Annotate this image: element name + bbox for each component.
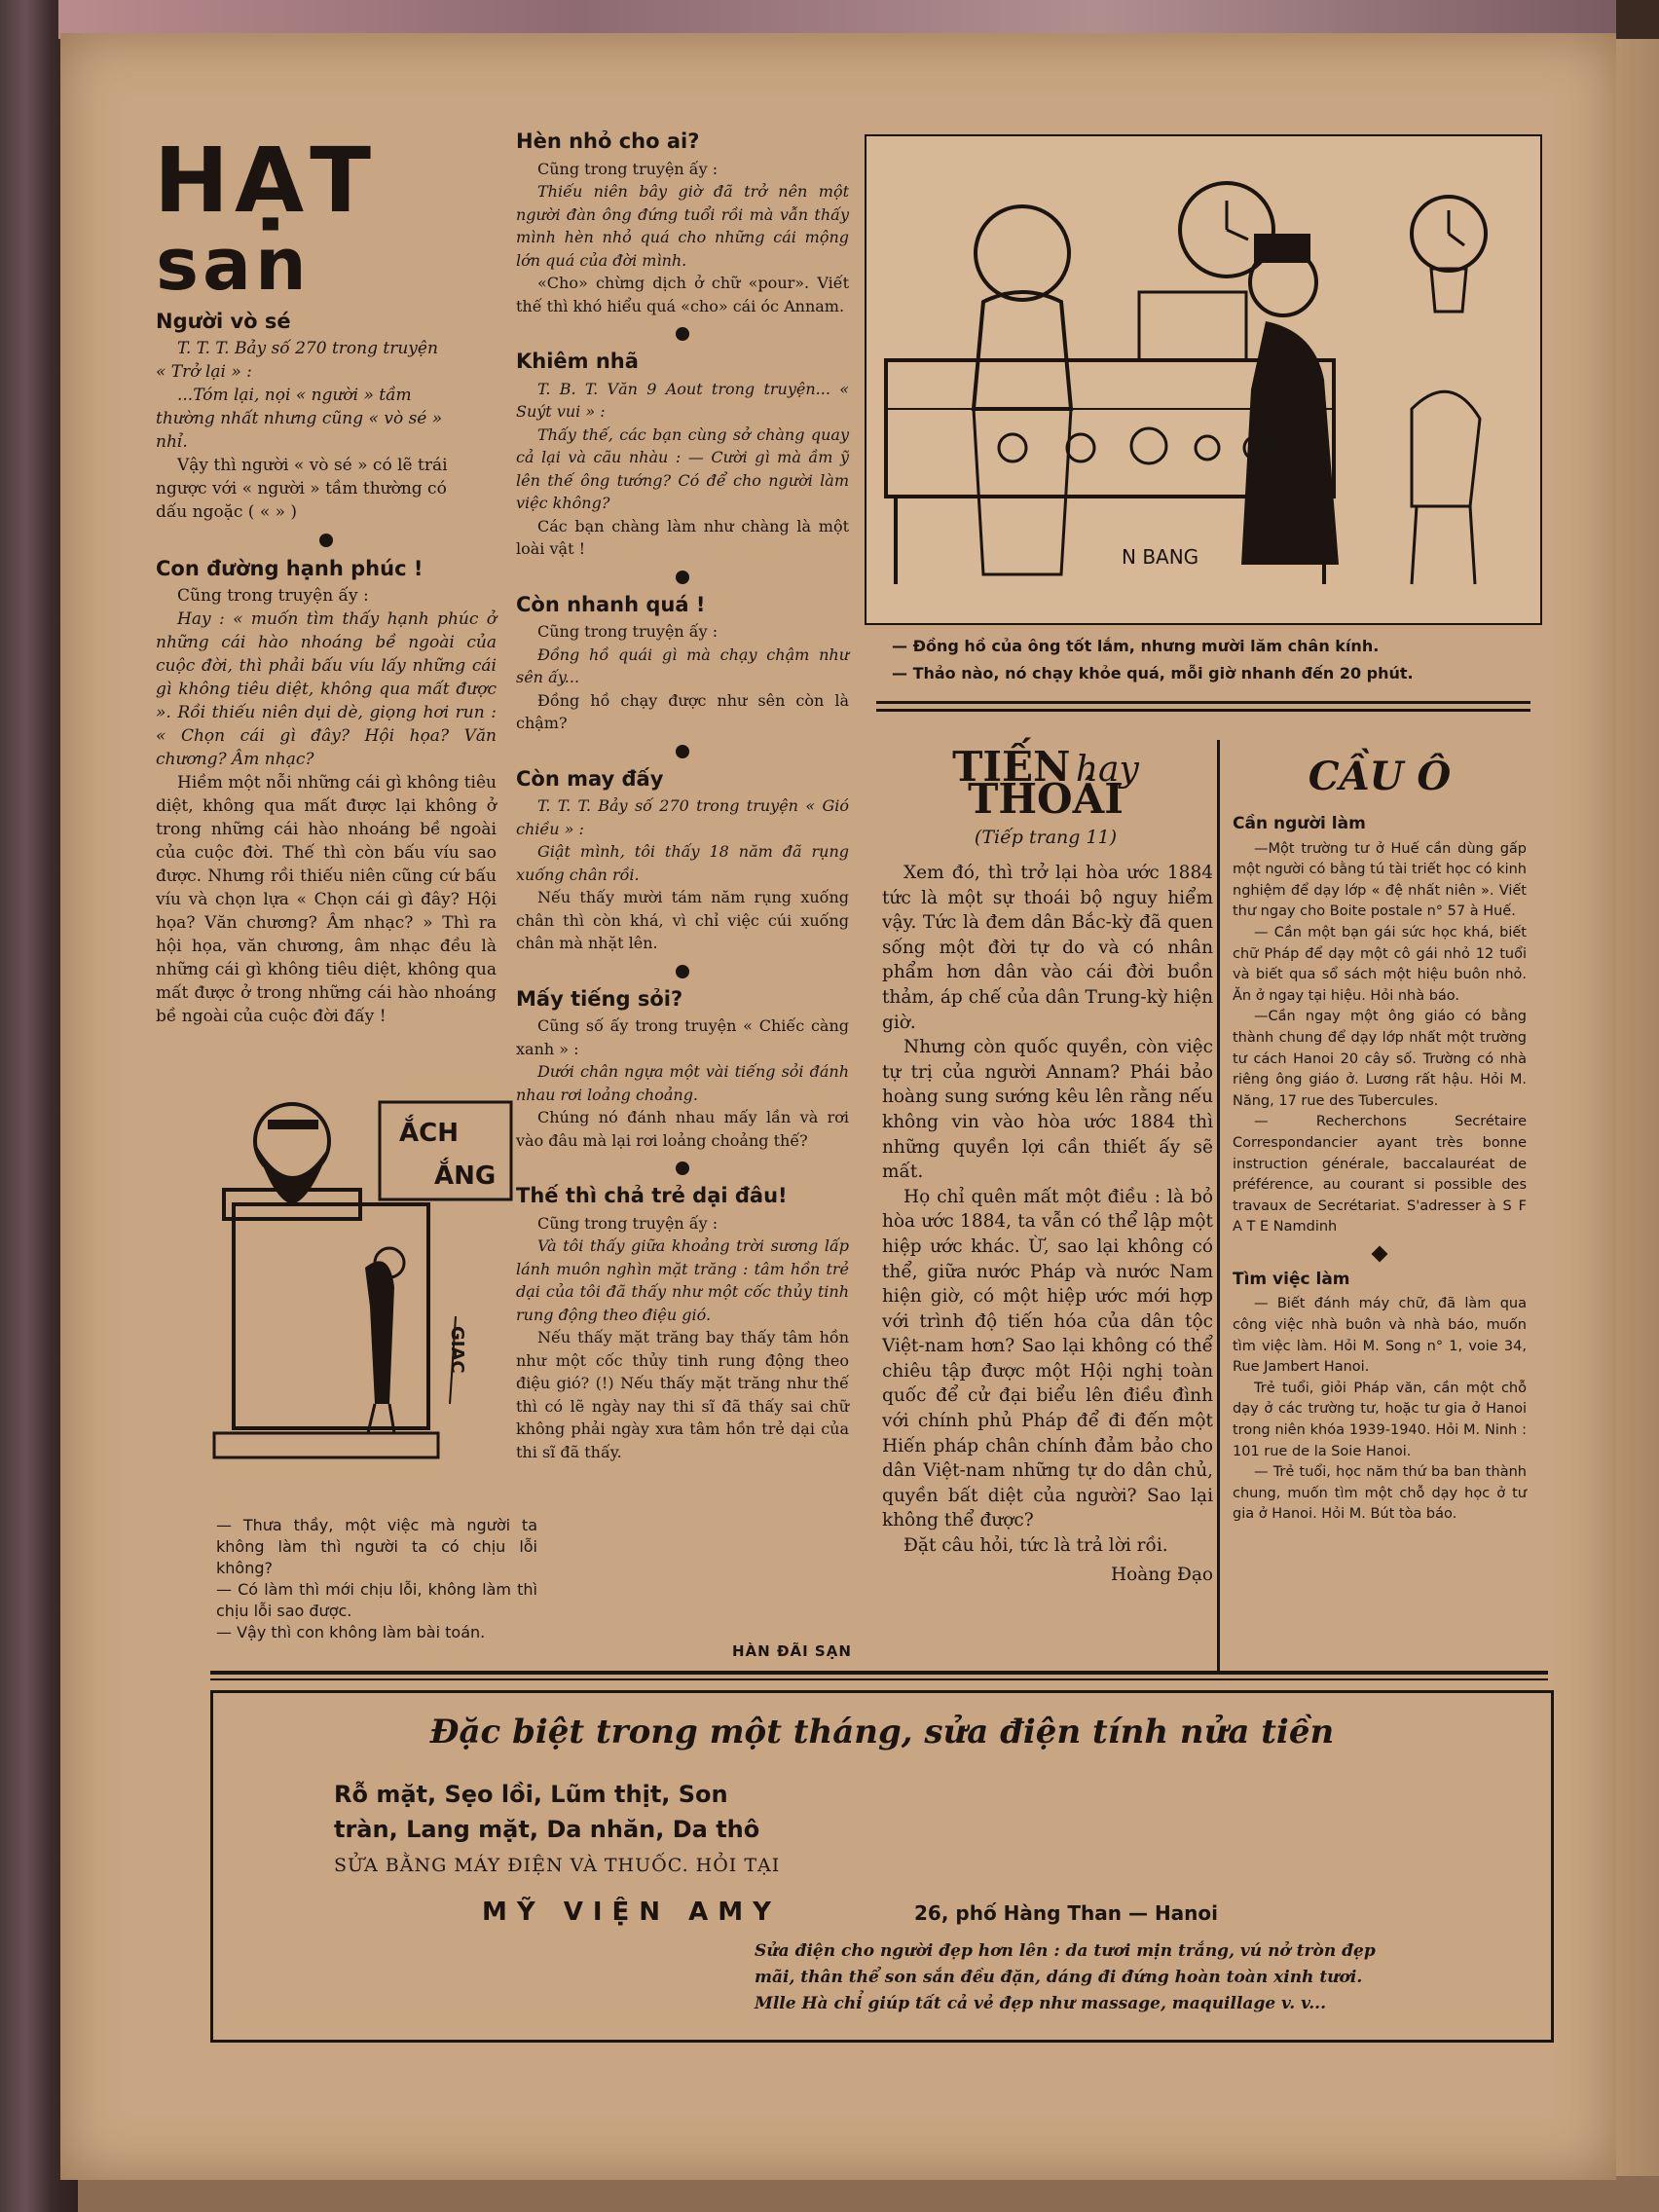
section-body: Chúng nó đánh nhau mấy lần và rơi vào đâu mà lại rơi loảng choảng thế? <box>516 1108 849 1150</box>
cartoon-teacher <box>195 1083 526 1511</box>
tien-thoai-title <box>880 743 1211 823</box>
text-line: « Trở lại » : <box>156 362 252 382</box>
lettering-line: ẮCH <box>399 1119 459 1148</box>
lettering-line: ẮNG <box>434 1161 497 1191</box>
caption-line: — Thưa thầy, một việc mà người ta không làm thì người ta có chịu lỗi không? <box>216 1516 537 1577</box>
classified-item: Trẻ tuổi, giỏi Pháp văn, cần một chỗ dạy ở các trường tư, hoặc tư gia ở Hanoi trong niên khóa 1939-1940. Hỏi M. Ninh : 101 rue de la Soie Hanoi. <box>1233 1380 1527 1459</box>
section-intro: Cũng trong truyện ấy : <box>537 622 719 641</box>
paragraph: Đặt câu hỏi, tức là trả lời rồi. <box>903 1535 1168 1557</box>
advertisement <box>210 1690 1554 2043</box>
tien-thoai-subtitle: (Tiếp trang 11) <box>974 827 1118 848</box>
masthead <box>154 129 446 307</box>
section-heading: Hèn nhỏ cho ai? <box>516 129 700 153</box>
column-2 <box>516 130 849 1463</box>
title-word: THOÁI <box>968 775 1124 823</box>
divider <box>876 701 1530 704</box>
caption-line: — Có làm thì mới chịu lỗi, không làm thì chịu lỗi sao được. <box>216 1580 537 1620</box>
ad-blurb-line: mãi, thân thể son sắn đều đặn, dáng đi đứng hoàn toàn xinh tươi. <box>755 1968 1363 1987</box>
divider <box>210 1671 1548 1675</box>
section-heading: Còn may đấy <box>516 766 664 791</box>
ad-blurb-line: Sửa điện cho người đẹp hơn lên : da tươi mịn trắng, vú nở tròn đẹp <box>755 1941 1376 1961</box>
section-intro: T. B. T. Văn 9 Aout trong truyện... « Suýt vui » : <box>516 379 849 421</box>
ad-blurb <box>755 1938 1533 2017</box>
paragraph: Xem đó, thì trở lại hòa ước 1884 tức là một sự thoái bộ nguy hiểm vậy. Tức là đem dân Bắc-kỳ đã quen sống một đời tự do và có nhân phẩm hơn dân vào cái đời buồn thảm, áp chế của dân Trung-kỳ hiện giờ. <box>882 863 1213 1033</box>
column-1 <box>156 310 497 1028</box>
ad-line: tràn, Lang mặt, Da nhăn, Da thô <box>334 1816 760 1843</box>
section-heading: Còn nhanh quá ! <box>516 592 706 616</box>
ad-line: Rỗ mặt, Sẹo lồi, Lũm thịt, Son <box>334 1781 728 1808</box>
classified-item: — Trẻ tuổi, học năm thứ ba ban thành chung, muốn tìm một chỗ dạy học ở tư gia ở Hanoi. Hỏi M. Bút tòa báo. <box>1233 1464 1527 1523</box>
ad-shop-name: MỸ VIỆN AMY <box>482 1898 781 1927</box>
cartoon-clockmaker <box>865 134 1542 625</box>
caption-line: — Vậy thì con không làm bài toán. <box>216 1623 486 1641</box>
classified-item: — Recherchons Secrétaire Correspondancier ayant très bonne instruction générale, baccalauréat de préférence, au courant si possible des travaux de Secrétariat. S'adresser à S F A T E Namdinh <box>1233 1114 1527 1235</box>
section-heading: Người vò sé <box>156 310 291 333</box>
paragraph: Họ chỉ quên mất một điều : là bỏ hòa ước 1884, ta vẫn có thể lập một hiệp ước khác. Ừ, sao lại không có thể, giữa nước Pháp và nước Nam hiện giờ, có một hiệp ước mới hợp với trình độ tiến hóa của dân tộc Việt-nam hơn? Sao lại không có thể chiêu tập được một Hội nghị toàn quốc để cử đại biểu lên điều đình với chính phủ Pháp để đi đến một Hiến pháp chân chính đảm bảo cho dân Việt-nam những tự do dân chủ, quyền bất diệt của người? Sao lại không thể được? <box>882 1186 1213 1531</box>
section-body: Các bạn chàng làm như chàng là một loài vật ! <box>516 516 849 558</box>
separator-dot <box>676 571 689 584</box>
cau-o-title: CẦU Ô <box>1308 754 1452 799</box>
classified-item: —Một trường tư ở Huế cần dùng gấp một người có bằng tú tài triết học có kinh nghiệm để dạy lớp « đệ nhất niên ». Viết thư ngay cho Boite postale n° 57 à Huế. <box>1233 840 1527 920</box>
ad-address: 26, phố Hàng Than — Hanoi <box>914 1901 1219 1925</box>
cartoon-signature: GIAC <box>447 1326 467 1374</box>
separator-dot <box>676 965 689 978</box>
ad-line: SỬA BẰNG MÁY ĐIỆN VÀ THUỐC. HỎI TẠI <box>334 1855 781 1876</box>
ad-headline: Đặc biệt trong một tháng, sửa điện tính nửa tiền <box>429 1713 1335 1751</box>
classified-item: —Cần ngay một ông giáo có bằng thành chung để dạy lớp nhất một trường tư cách Hanoi 20 cây số. Trường có nhà riêng ông giáo ở. Lương rất hậu. Hỏi M. Năng, 17 rue des Tubercules. <box>1233 1009 1527 1109</box>
text-line: thường nhất nhưng cũng « vò sé » <box>156 409 443 428</box>
section-quote: Thiếu niên bây giờ đã trở nên một người đàn ông đứng tuổi rồi mà vẫn thấy mình hèn nhỏ quá cho những cái mộng lớn quá của đời mình. <box>516 182 849 270</box>
divider <box>876 709 1530 712</box>
section-quote: Thấy thế, các bạn cùng sở chàng quay cả lại và cãu nhàu : — Cười gì mà ầm ỹ lên thế ông tướng? Có để cho người làm việc không? <box>516 424 849 512</box>
separator-diamond <box>1372 1245 1388 1262</box>
ad-services <box>334 1777 759 1847</box>
section-intro: Cũng trong truyện ấy : <box>177 586 369 606</box>
cau-o-body <box>1233 814 1527 1526</box>
text-line: Vậy thì người « vò sé » có lẽ trái <box>177 456 448 475</box>
title-word: hay <box>1075 750 1139 790</box>
cartoon-lettering <box>399 1112 496 1198</box>
section-body: Hiềm một nỗi những cái gì không tiêu diệt, không qua mất được lại không ở trong những cái hào nhoáng bề ngoài của cuộc đời. Thế thì còn bấu víu sao được. Nhưng rồi thiếu niên cũng cứ bấu víu và chọn lựa « Chọn cái gì đây? Hội họa? Văn chương? Âm nhạc? » Thì ra hội họa, văn chương, âm nhạc đều là những cái gì không tiêu diệt, không qua mất được ở trong những cái hào nhoáng bề ngoài của cuộc đời đấy ! <box>156 773 497 1026</box>
separator-dot <box>676 1161 689 1175</box>
section-quote: Hay : « muốn tìm thấy hạnh phúc ở những cái hào nhoáng bề ngoài của cuộc đời, thì phải bấu víu lấy những cái gì không tiêu diệt, không qua mất được ». Rồi thiếu niên dụi dè, giọng hơi run : « Chọn cái gì đây? Hội họa? Văn chương? Âm nhạc? <box>156 609 497 769</box>
section-quote: Và tôi thấy giữa khoảng trời sương lấp lánh muôn nghìn mặt trăng : tâm hồn trẻ dại của tôi đã thấy như một cốc thủy tinh rung động theo điệu gió. <box>516 1236 849 1324</box>
section-heading: Con đường hạnh phúc ! <box>156 557 424 580</box>
ad-blurb-line: Mlle Hà chỉ giúp tất cả vẻ đẹp như massage, maquillage v. v... <box>755 1994 1326 2013</box>
section-quote: Giật mình, tôi thấy 18 năm đã rụng xuống chân rồi. <box>516 842 849 884</box>
cartoon-clockmaker-caption <box>892 633 1534 687</box>
paragraph: Nhưng còn quốc quyền, còn việc tự trị của người Annam? Phái bảo hoàng sung sướng kêu lên rằng nếu không vin vào hòa ước 1884 thì những quyền lợi cần thiết ấy sẽ mất. <box>882 1037 1213 1183</box>
section-intro: T. T. T. Bảy số 270 trong truyện « Gió chiều » : <box>516 796 849 838</box>
divider <box>210 1678 1548 1680</box>
section-quote: Dưới chân ngựa một vài tiếng sỏi đánh nhau rơi loảng choảng. <box>516 1062 849 1104</box>
separator-dot <box>676 327 689 341</box>
separator-dot <box>676 745 689 758</box>
col2-signature: HÀN ĐÃI SẠN <box>732 1642 852 1660</box>
cartoon-clockmaker-drawing <box>866 136 1540 623</box>
section-intro: Cũng trong truyện ấy : <box>537 1213 719 1233</box>
text-line: T. T. T. Bảy số 270 trong truyện <box>177 339 438 358</box>
section-body: Nếu thấy mười tám năm rụng xuống chân thì còn khá, vì chỉ việc cúi xuống chân mà nhặt lên. <box>516 888 849 952</box>
section-quote: Đồng hồ quái gì mà chạy chậm như sên ấy... <box>516 645 849 686</box>
text-line: ngược với « người » tầm thường có <box>156 479 447 498</box>
classified-item: — Biết đánh máy chữ, đã làm qua công việc nhà buôn và nhà báo, muốn tìm việc làm. Hỏi M. Song n° 1, voie 34, Rue Jambert Hanoi. <box>1233 1296 1527 1376</box>
cartoon-teacher-caption <box>216 1515 537 1643</box>
text-line: ...Tóm lại, nọi « người » tầm <box>177 386 412 405</box>
separator-dot <box>319 534 333 547</box>
tien-thoai-body <box>882 861 1213 1587</box>
text-line: dấu ngoặc ( « » ) <box>156 502 298 522</box>
section-heading: Cần người làm <box>1233 814 1366 833</box>
section-intro: Cũng số ấy trong truyện « Chiếc càng xanh » : <box>516 1016 849 1058</box>
caption-line: — Thảo nào, nó chạy khỏe quá, mỗi giờ nhanh đến 20 phút. <box>892 664 1414 682</box>
section-body: Đồng hồ chạy được như sên còn là chậm? <box>516 690 849 732</box>
caption-line: — Đồng hồ của ông tốt lắm, nhưng mười lăm chân kính. <box>892 637 1380 655</box>
section-heading: Khiêm nhã <box>516 350 639 373</box>
section-heading: Tìm việc làm <box>1233 1269 1350 1289</box>
page-bottom-edge <box>78 2176 1659 2212</box>
column-divider <box>1217 740 1220 1675</box>
masthead-title-1: HẠT <box>154 129 377 233</box>
title-word: TIẾN <box>952 743 1071 791</box>
section-body: Nếu thấy mặt trăng bay thấy tâm hồn như một cốc thủy tinh rung động theo điệu gió? (!) Nếu thấy mặt trăng như thế thì có lẽ ngày nay thi sĩ đã thấy sai chữ không phải ngày xưa tâm hồn trẻ dại của thi sĩ đã thấy. <box>516 1328 849 1461</box>
masthead-title-2: san <box>156 223 311 307</box>
author: Hoàng Đạo <box>1110 1564 1213 1585</box>
classified-item: — Cần một bạn gái sức học khá, biết chữ Pháp để dạy một cô gái nhỏ 12 tuổi và biết qua sổ sách một hiệu buôn nhỏ. Ăn ở ngay tại hiệu. Hỏi nhà báo. <box>1233 924 1527 1004</box>
section-intro: Cũng trong truyện ấy : <box>537 159 719 178</box>
section-body: «Cho» chừng dịch ở chữ «pour». Viết thế thì khó hiểu quá «cho» cái óc Annam. <box>516 274 849 315</box>
cartoon-signature: N BANG <box>1122 545 1199 569</box>
text-line: nhỉ. <box>156 432 188 452</box>
section-heading: Thế thì chả trẻ dại đâu! <box>516 1184 788 1207</box>
section-heading: Mấy tiếng sỏi? <box>516 986 683 1011</box>
